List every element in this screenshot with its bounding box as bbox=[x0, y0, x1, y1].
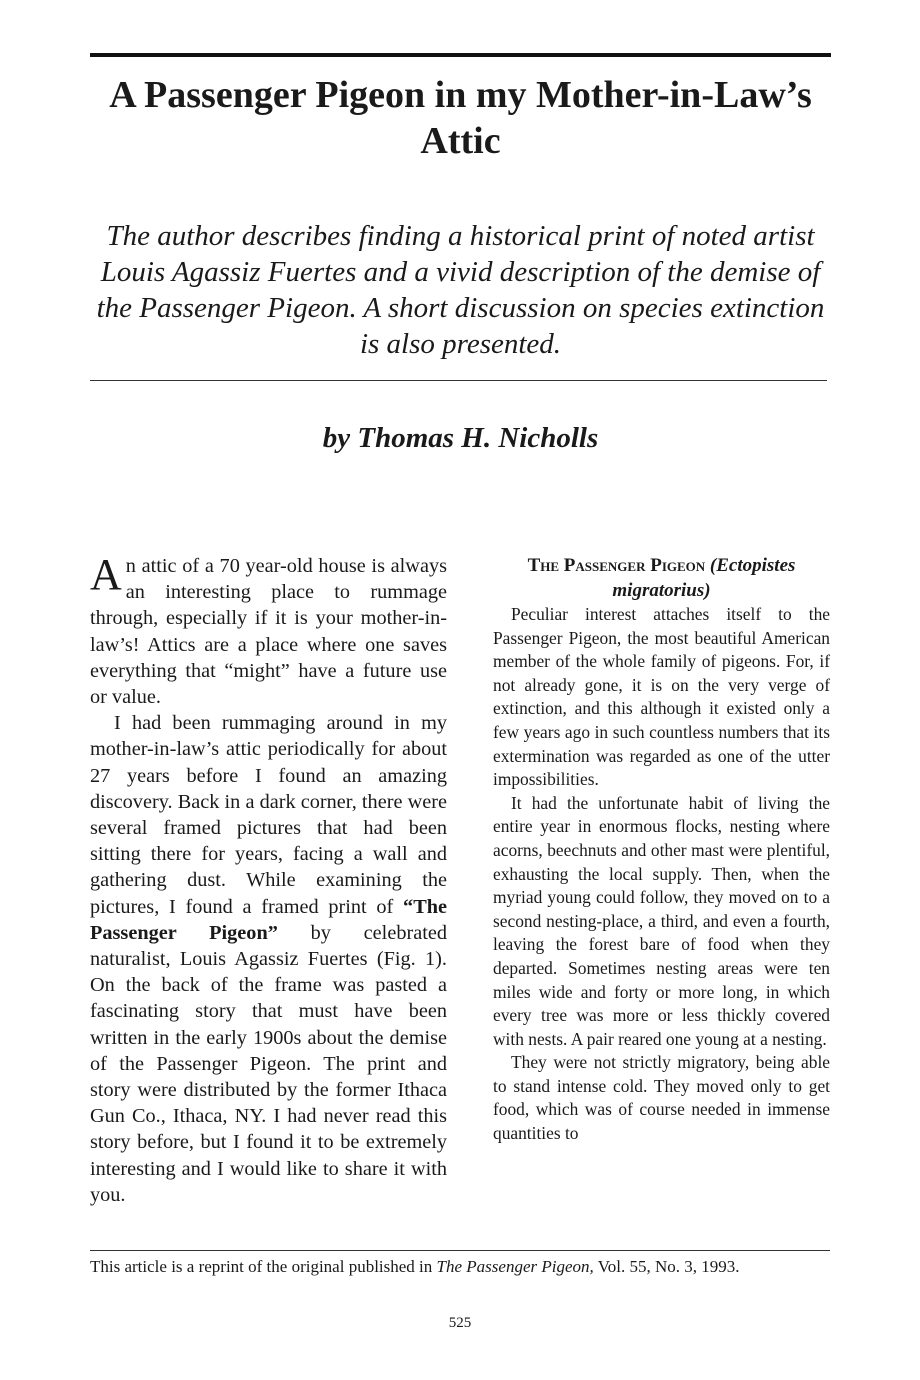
drop-cap: A bbox=[90, 550, 122, 599]
scientific-name: (Ectopistes migratorius) bbox=[612, 555, 796, 601]
article-title: A Passenger Pigeon in my Mother-in-Law’s Attic bbox=[109, 74, 812, 162]
discovery-text-end: by celebrated naturalist, Louis Agassiz Fuertes (Fig. 1). On the back of the frame was pasted a fascinating story that must have been written in the early 1900s about the demise of the Passenger Pigeon. The print and story were distributed by the former Ithaca Gun Co., Ithaca, NY. I had never read this story before, but I found it to be extremely interesting and I would like to share it with you. bbox=[90, 921, 447, 1206]
intro-paragraph bbox=[90, 550, 447, 710]
story-paragraph-3: They were not strictly migratory, being able to stand intense cold. They moved only to get food, which was of course needed in immense quantities to bbox=[493, 1052, 830, 1144]
print-title: “The Passenger Pigeon” bbox=[90, 895, 447, 944]
discovery-text-start: I had been rummaging around in my mother-in-law’s attic periodically for about 27 years before I found an amazing discovery. Back in a dark corner, there were several framed pictures that had been sitting there for years, facing a wall and gathering dust. While examining the pictures, I found a framed print of bbox=[90, 712, 447, 918]
reprint-footnote bbox=[90, 1256, 830, 1278]
page-number: 525 bbox=[448, 1315, 472, 1331]
footnote-divider bbox=[90, 1250, 830, 1251]
left-column bbox=[90, 550, 447, 1208]
story-paragraph-2: It had the unfortunate habit of living the entire year in enormous flocks, nesting where acorns, beechnuts and other mast were plentiful, exhausting the local supply. Then, when the myriad young could follow, they moved on to a second nesting-place, a third, and even a fourth, leaving the forest bare of food when they departed. Sometimes nesting areas were ten miles wide and forty or more long, in which every tree was more or less thickly covered with nests. A pair reared one young at a nesting. bbox=[493, 792, 830, 1049]
right-column bbox=[493, 553, 830, 1146]
journal-name: The Passenger Pigeon, bbox=[436, 1257, 594, 1276]
footnote-text: This article is a reprint of the original published in bbox=[90, 1257, 437, 1276]
author-byline: by Thomas H. Nicholls bbox=[322, 422, 599, 454]
footnote-citation: Vol. 55, No. 3, 1993. bbox=[593, 1257, 740, 1276]
story-paragraph-1: Peculiar interest attaches itself to the Passenger Pigeon, the most beautiful American member of the whole family of pigeons. For, if not already gone, it is on the very verge of extinction, and this although it existed only a few years ago in such countless numbers that its extermination was regarded as one of the utter impossibilities. bbox=[493, 604, 830, 790]
section-heading bbox=[493, 553, 830, 603]
intro-paragraph-text: n attic of a 70 year-old house is always an interesting place to rummage through, especially if it is your mother-in-law’s! Attics are a place where one saves everything that “might” have a future use or value. bbox=[90, 555, 447, 709]
abstract-divider bbox=[90, 380, 827, 381]
discovery-paragraph bbox=[90, 710, 447, 1208]
article-abstract: The author describes finding a historical print of noted artist Louis Agassiz Fuertes and a vivid description of the demise of the Passenger Pigeon. A short discussion on species extinction is also presented. bbox=[96, 220, 825, 360]
top-rule bbox=[90, 53, 831, 57]
section-heading-text: The Passenger Pigeon bbox=[527, 555, 706, 576]
